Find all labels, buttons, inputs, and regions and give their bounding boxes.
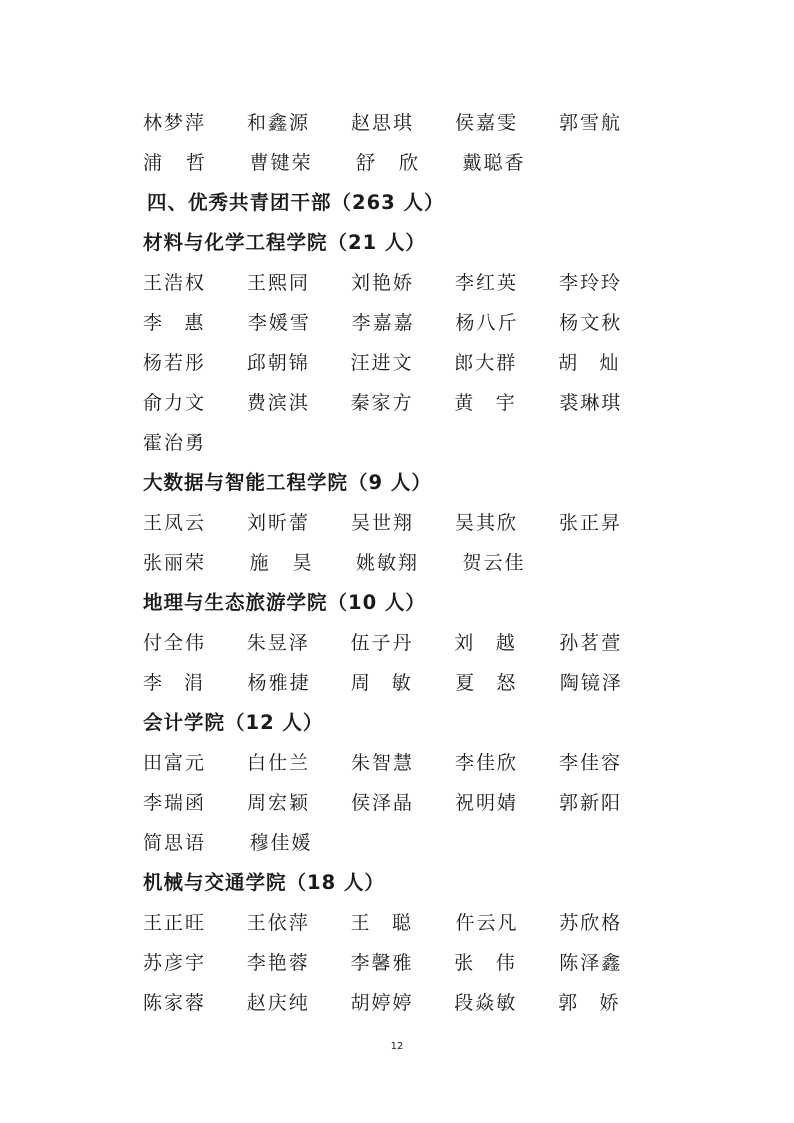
person-name: 陶镜泽 — [559, 671, 623, 694]
person-name: 穆佳媛 — [249, 831, 313, 854]
person-name: 李 惠 — [143, 311, 204, 334]
person-name: 施 昊 — [249, 551, 312, 574]
person-name: 刘艳娇 — [351, 271, 415, 294]
person-name: 赵庆纯 — [246, 991, 310, 1014]
name-row — [143, 661, 663, 701]
name-row — [143, 981, 663, 1021]
person-name: 和鑫源 — [247, 111, 311, 134]
document-body — [143, 101, 663, 1021]
person-name: 田富元 — [143, 751, 207, 774]
person-name: 李佳欣 — [455, 751, 519, 774]
person-name: 秦家方 — [350, 391, 414, 414]
person-name: 李嘉嘉 — [351, 311, 415, 334]
person-name: 胡 灿 — [558, 351, 619, 374]
person-name: 张丽荣 — [143, 551, 207, 574]
person-name: 段焱敏 — [454, 991, 518, 1014]
person-name: 周宏颖 — [247, 791, 311, 814]
college-section — [143, 461, 663, 581]
person-name: 李红英 — [455, 271, 519, 294]
college-heading: 地理与生态旅游学院（10 人） — [143, 591, 426, 614]
college-heading: 机械与交通学院（18 人） — [143, 871, 385, 894]
person-name: 赵思琪 — [351, 111, 415, 134]
person-name: 祝明婧 — [455, 791, 519, 814]
person-name: 李媛雪 — [247, 311, 311, 334]
person-name: 杨若彤 — [143, 351, 207, 374]
person-name: 朱智慧 — [351, 751, 415, 774]
person-name: 张正昇 — [559, 511, 623, 534]
person-name: 杨雅捷 — [247, 671, 311, 694]
person-name: 朱昱泽 — [246, 631, 310, 654]
person-name: 陈家蓉 — [143, 991, 207, 1014]
name-row — [143, 421, 663, 461]
person-name: 李艳蓉 — [246, 951, 310, 974]
person-name: 李 涓 — [143, 671, 204, 694]
name-row — [143, 941, 663, 981]
person-name: 邱朝锦 — [246, 351, 310, 374]
name-row — [143, 741, 663, 781]
name-row — [143, 541, 663, 581]
college-heading: 大数据与智能工程学院（9 人） — [143, 471, 432, 494]
name-row — [143, 341, 663, 381]
name-row — [143, 301, 663, 341]
college-section — [143, 221, 663, 461]
person-name: 王熙同 — [247, 271, 311, 294]
person-name: 俞力文 — [143, 391, 207, 414]
person-name: 简思语 — [143, 831, 207, 854]
person-name: 王 聪 — [350, 911, 411, 934]
person-name: 孙茗萱 — [559, 631, 623, 654]
person-name: 陈泽鑫 — [559, 951, 623, 974]
person-name: 浦 哲 — [143, 151, 205, 174]
name-row — [143, 101, 663, 141]
person-name: 周 敏 — [350, 671, 411, 694]
person-name: 林梦萍 — [143, 111, 207, 134]
college-section — [143, 701, 663, 861]
person-name: 付全伟 — [143, 631, 207, 654]
person-name: 王正旺 — [143, 911, 207, 934]
person-name: 刘 越 — [454, 631, 515, 654]
person-name: 戴聪香 — [462, 151, 526, 174]
person-name: 郭新阳 — [559, 791, 623, 814]
person-name: 郭雪航 — [559, 111, 623, 134]
person-name: 王浩权 — [143, 271, 207, 294]
person-name: 白仕兰 — [247, 751, 311, 774]
person-name: 姚敏翔 — [356, 551, 420, 574]
person-name: 郎大群 — [454, 351, 518, 374]
person-name: 舒 欣 — [356, 151, 418, 174]
person-name: 黄 宇 — [454, 391, 515, 414]
person-name: 李佳容 — [559, 751, 623, 774]
person-name: 贺云佳 — [462, 551, 526, 574]
person-name: 胡婷婷 — [350, 991, 414, 1014]
name-row — [143, 261, 663, 301]
college-heading: 会计学院（12 人） — [143, 711, 324, 734]
person-name: 吴其欣 — [455, 511, 519, 534]
name-row — [143, 381, 663, 421]
person-name: 曹键荣 — [249, 151, 313, 174]
college-section — [143, 861, 663, 1021]
person-name: 王凤云 — [143, 511, 207, 534]
person-name: 侯泽晶 — [351, 791, 415, 814]
person-name: 刘昕蕾 — [247, 511, 311, 534]
person-name: 杨八斤 — [455, 311, 519, 334]
person-name: 李瑞函 — [143, 791, 207, 814]
name-row — [143, 621, 663, 661]
name-row — [143, 781, 663, 821]
person-name: 裘琳琪 — [559, 391, 623, 414]
name-row — [143, 141, 663, 181]
person-name: 霍治勇 — [143, 431, 207, 454]
person-name: 张 伟 — [454, 951, 515, 974]
person-name: 李馨雅 — [350, 951, 414, 974]
person-name: 侯嘉雯 — [455, 111, 519, 134]
person-name: 仵云凡 — [455, 911, 519, 934]
person-name: 郭 娇 — [558, 991, 619, 1014]
person-name: 杨文秋 — [559, 311, 623, 334]
person-name: 苏彦宇 — [143, 951, 207, 974]
continued-name-list — [143, 101, 663, 181]
person-name: 汪进文 — [350, 351, 414, 374]
college-sections — [143, 221, 663, 1021]
person-name: 吴世翔 — [351, 511, 415, 534]
name-row — [143, 501, 663, 541]
section-main-heading: 四、优秀共青团干部（263 人） — [147, 191, 445, 214]
name-row — [143, 901, 663, 941]
person-name: 费滨淇 — [246, 391, 310, 414]
page-number: 12 — [390, 1041, 404, 1052]
person-name: 王依萍 — [246, 911, 310, 934]
person-name: 苏欣格 — [559, 911, 623, 934]
college-section — [143, 581, 663, 701]
college-heading: 材料与化学工程学院（21 人） — [143, 231, 426, 254]
person-name: 伍子丹 — [350, 631, 414, 654]
name-row — [143, 821, 663, 861]
person-name: 夏 怒 — [455, 671, 516, 694]
person-name: 李玲玲 — [559, 271, 623, 294]
